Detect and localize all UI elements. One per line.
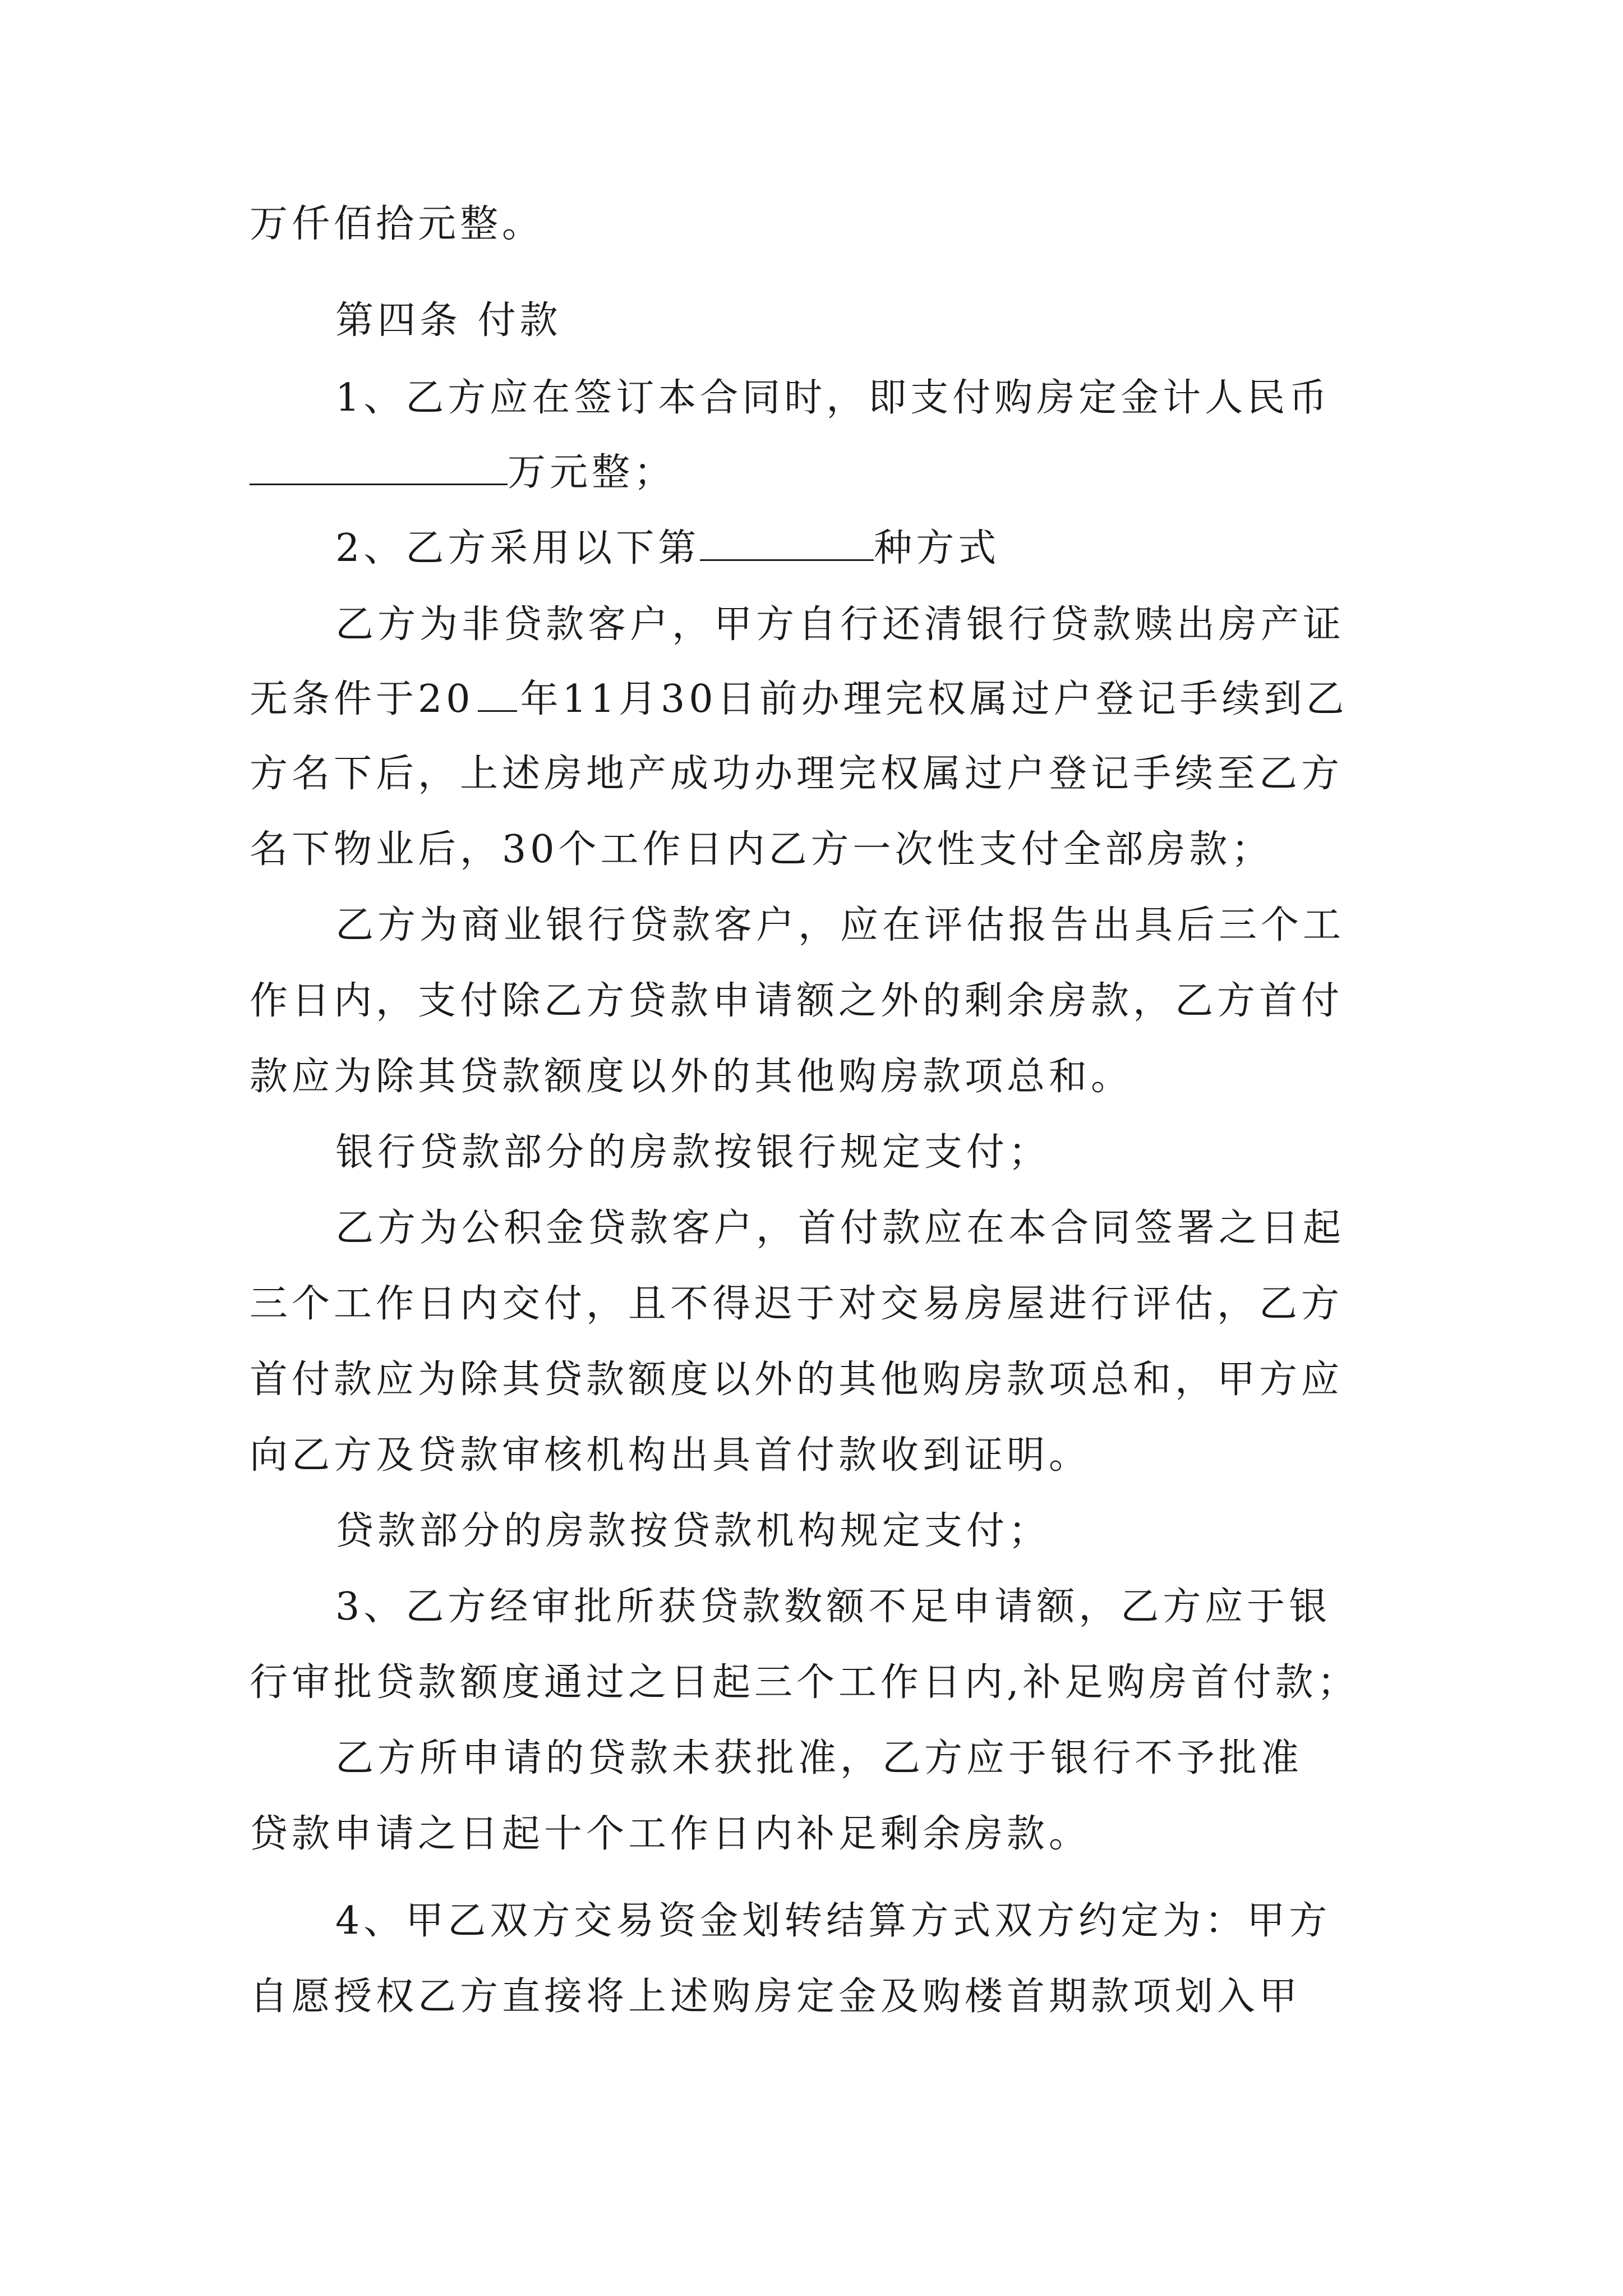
line-text: 款应为除其贷款额度以外的其他购房款项总和。 [250, 1055, 1133, 1099]
line-text: 向乙方及贷款审核机构出具首付款收到证明。 [250, 1433, 1091, 1478]
line-text: 乙方所申请的贷款未获批准，乙方应于银行不予批准 [335, 1736, 1303, 1780]
text-line [335, 597, 1345, 653]
fill-in-blank [250, 449, 508, 485]
text-line [250, 196, 544, 252]
text-line [335, 1200, 1345, 1257]
line-text: 名下物业后，30个工作日内乙方一次性支付全部房款； [250, 827, 1274, 872]
text-line [250, 671, 1348, 728]
line-text: 种方式 [874, 526, 1000, 570]
text-line [250, 1276, 1343, 1332]
text-line [250, 1352, 1343, 1408]
heading-text: 第四条 付款 [335, 298, 562, 343]
line-text: 年11月30日前办理完权属过户登记手续到乙 [520, 677, 1348, 721]
line-text: 4、甲乙双方交易资金划转结算方式双方约定为：甲方 [335, 1899, 1331, 1943]
line-text: 无条件于20 [250, 677, 474, 721]
text-line [335, 1579, 1331, 1635]
line-text: 万仟佰拾元整。 [250, 202, 545, 246]
text-line [335, 1731, 1303, 1787]
text-line [250, 1655, 1359, 1711]
line-text: 1、乙方应在签订本合同时，即支付购房定金计人民币 [335, 376, 1331, 420]
text-line [250, 1428, 1091, 1484]
line-text: 三个工作日内交付，且不得迟于对交易房屋进行评估，乙方 [250, 1282, 1344, 1326]
text-line [335, 370, 1331, 426]
text-line [250, 746, 1343, 802]
text-line [335, 898, 1345, 954]
article-heading [335, 293, 562, 349]
fill-in-blank [478, 675, 517, 712]
line-text: 行审批贷款额度通过之日起三个工作日内,补足购房首付款； [250, 1660, 1359, 1705]
line-text: 方名下后，上述房地产成功办理完权属过户登记手续至乙方 [250, 752, 1344, 796]
line-text: 2、乙方采用以下第 [335, 526, 700, 570]
text-line [335, 1503, 1050, 1559]
text-line [250, 1049, 1133, 1105]
text-line [335, 1125, 1050, 1181]
text-line [250, 445, 676, 501]
fill-in-blank [700, 524, 874, 561]
line-text: 万元整； [508, 450, 676, 495]
text-line [250, 1806, 1091, 1862]
line-text: 贷款申请之日起十个工作日内补足剩余房款。 [250, 1812, 1091, 1856]
line-text: 自愿授权乙方直接将上述购房定金及购楼首期款项划入甲 [250, 1975, 1302, 2019]
line-text: 贷款部分的房款按贷款机构规定支付； [335, 1509, 1051, 1553]
text-line [335, 1893, 1331, 1949]
line-text: 乙方为非贷款客户，甲方自行还清银行贷款赎出房产证 [335, 602, 1345, 647]
line-text: 乙方为公积金贷款客户，首付款应在本合同签署之日起 [335, 1206, 1345, 1250]
line-text: 3、乙方经审批所获贷款数额不足申请额，乙方应于银 [335, 1585, 1331, 1629]
line-text: 银行贷款部分的房款按银行规定支付； [335, 1130, 1051, 1175]
line-text: 作日内，支付除乙方贷款申请额之外的剩余房款，乙方首付 [250, 979, 1344, 1023]
text-line [335, 521, 1000, 577]
line-text: 乙方为商业银行贷款客户，应在评估报告出具后三个工 [335, 903, 1345, 947]
text-line [250, 1969, 1301, 2025]
text-line [250, 973, 1343, 1029]
line-text: 首付款应为除其贷款额度以外的其他购房款项总和，甲方应 [250, 1358, 1344, 1402]
text-line [250, 822, 1274, 878]
